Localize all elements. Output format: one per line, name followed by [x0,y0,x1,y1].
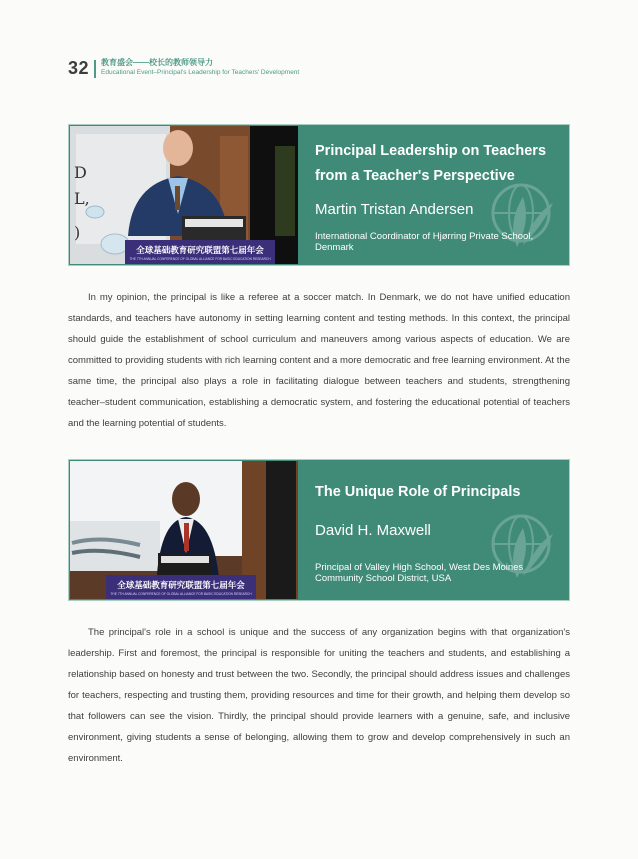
speaker-role-2: Principal of Valley High School, West Des Moines Community School District, USA [315,562,524,584]
header-divider [94,60,96,78]
header-title-en: Educational Event–Principal's Leadership for Teachers' Development [101,69,300,76]
svg-text:L,: L, [74,189,90,208]
body-paragraph-1: In my opinion, the principal is like a referee at a soccer match. In Denmark, we do not have unified education standards, and teachers have autonomy in setting learning content and testing methods. In this context, the principal should guide the establishment of school curriculum and maneuvers among various aspects of education. We are committed to providing students with rich learning content and a more democratic and free learning environment. At the same time, the principal also plays a role in facilitating dialogue between teachers and students, strengthening teacher–student communication, establishing a democratic system, and fostering the educational potential of teachers and the learning potential of students. [68,292,570,429]
speaker-name-1: Martin Tristan Andersen [315,201,474,218]
photo-banner-en-2: THE 7TH ANNUAL CONFERENCE OF GLOBAL ALLIANCE FOR BASIC EDUCATION RESEARCH [110,592,252,596]
speaker-role-1: International Coordinator of Hjørring Private School, Denmark [315,231,534,253]
talk-title-1-line1: Principal Leadership on Teachers [315,143,547,159]
speaker-photo-2 [70,461,298,599]
page-number: 32 [68,58,90,78]
svg-text:D: D [74,163,87,182]
photo-banner-cn-1: 全球基础教育研究联盟第七届年会 [136,246,264,256]
speaker-name-2: David H. Maxwell [315,522,431,539]
talk-title-1-line2: from a Teacher's Perspective [315,168,515,184]
globe-leaf-icon [487,504,559,586]
globe-leaf-icon [487,173,559,255]
speaker-photo-1 [70,126,298,264]
speaker-card-2 [68,459,570,601]
speaker-card-1 [68,124,570,266]
photo-banner-cn-2: 全球基础教育研究联盟第七届年会 [117,581,245,591]
talk-title-2: The Unique Role of Principals [315,484,521,500]
header-titles [101,58,299,77]
body-paragraph-2: The principal's role in a school is unique and the success of any organization begins with that organization's leadership. First and foremost, the principal is responsible for uniting the teachers and students, and establishing a relationship based on honesty and trust between the two. Secondly, the principal should address issues and challenges for teachers, respecting and trusting them, providing resources and time for their growth, and helping them develop so that followers can see the vision. Thirdly, the principal should provide learners with a genuine, safe, and inclusive environment, giving students a sense of belonging, allowing them to grow and develop comprehensively in such an environment. [68,627,570,764]
svg-text:): ) [74,223,81,242]
photo-banner-en-1: THE 7TH ANNUAL CONFERENCE OF GLOBAL ALLIANCE FOR BASIC EDUCATION RESEARCH [129,257,271,261]
page-header [68,58,299,80]
header-title-cn: 教育盛会——校长的教师领导力 [101,58,214,67]
